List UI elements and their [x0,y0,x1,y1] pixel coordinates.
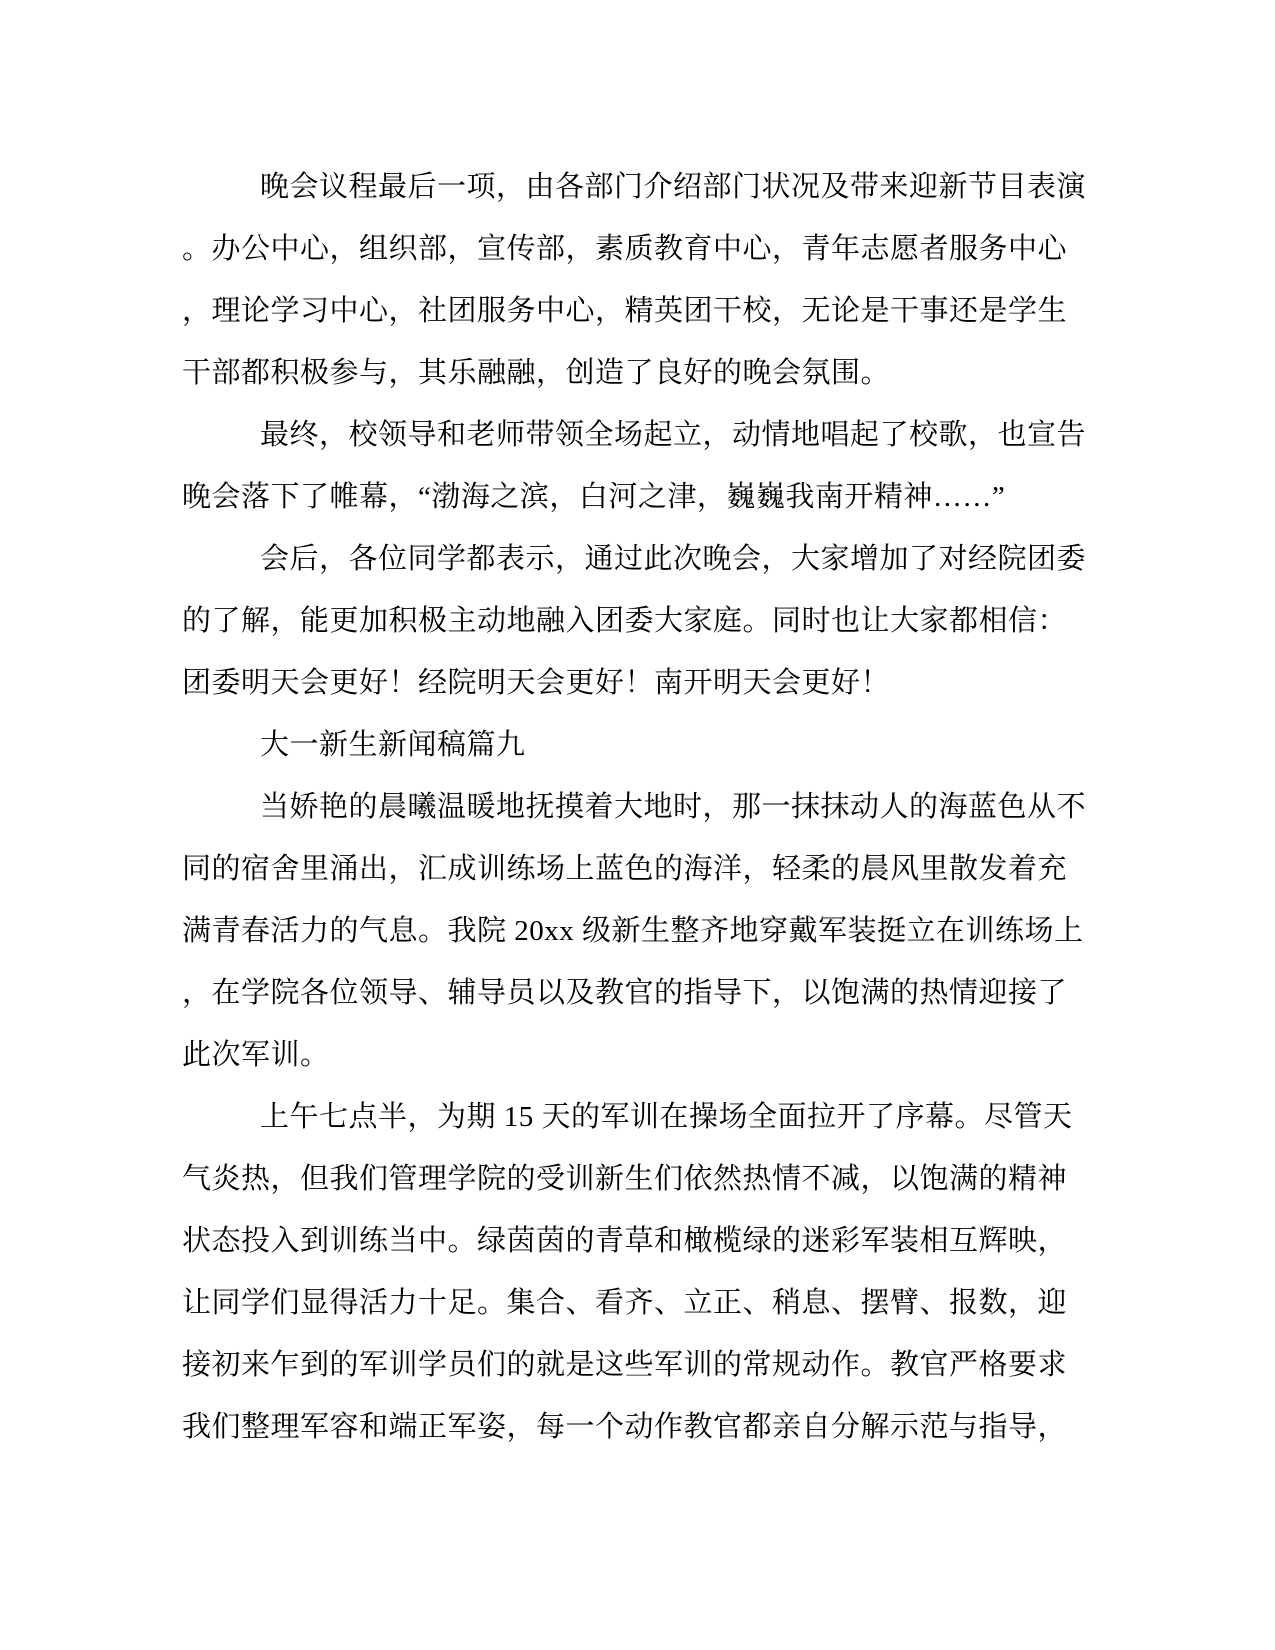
text-line: 的了解，能更加积极主动地融入团委大家庭。同时也让大家都相信： [182,605,1068,637]
text-line: 气炎热，但我们管理学院的受训新生们依然热情不减，以饱满的精神 [182,1163,1068,1195]
text-line: 此次军训。 [182,1039,330,1071]
text-line: 干部都积极参与，其乐融融，创造了良好的晚会氛围。 [182,357,891,389]
text-line: 当娇艳的晨曦温暖地抚摸着大地时，那一抹抹动人的海蓝色从不 [260,791,1087,823]
text-line: 上午七点半，为期 15 天的军训在操场全面拉开了序幕。尽管天 [260,1101,1073,1133]
text-line: 最终，校领导和老师带领全场起立，动情地唱起了校歌，也宣告 [260,419,1087,451]
text-line: 同的宿舍里涌出，汇成训练场上蓝色的海洋，轻柔的晨风里散发着充 [182,853,1068,885]
text-line: 晚会落下了帷幕，“渤海之滨，白河之津，巍巍我南开精神……” [182,481,1006,513]
text-line: 满青春活力的气息。我院 20xx 级新生整齐地穿戴军装挺立在训练场上 [182,915,1084,947]
text-line: 会后，各位同学都表示，通过此次晚会，大家增加了对经院团委 [260,543,1087,575]
text-line: ，理论学习中心，社团服务中心，精英团干校，无论是干事还是学生 [182,295,1068,327]
text-line: 。办公中心，组织部，宣传部，素质教育中心，青年志愿者服务中心 [182,233,1068,265]
text-line: ，在学院各位领导、辅导员以及教官的指导下，以饱满的热情迎接了 [182,977,1068,1009]
text-line: 团委明天会更好！经院明天会更好！南开明天会更好！ [182,667,891,699]
text-line: 接初来乍到的军训学员们的就是这些军训的常规动作。教官严格要求 [182,1349,1068,1381]
text-line: 晚会议程最后一项，由各部门介绍部门状况及带来迎新节目表演 [260,171,1087,203]
section-heading: 大一新生新闻稿篇九 [260,729,526,761]
document-body [182,156,1087,1458]
text-line: 让同学们显得活力十足。集合、看齐、立正、稍息、摆臂、报数，迎 [182,1287,1068,1319]
text-line: 我们整理军容和端正军姿，每一个动作教官都亲自分解示范与指导， [182,1411,1068,1443]
text-line: 状态投入到训练当中。绿茵茵的青草和橄榄绿的迷彩军装相互辉映， [182,1225,1068,1257]
